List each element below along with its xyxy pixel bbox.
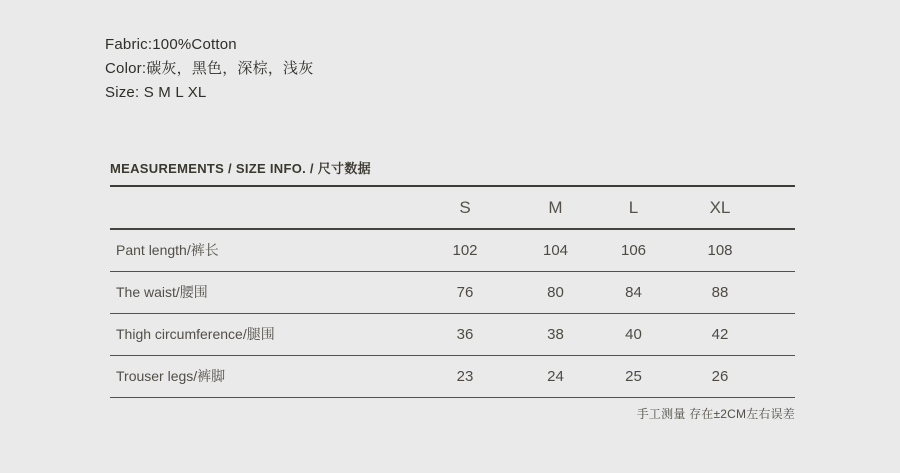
color-info: Color:碳灰，黑色，深棕，浅灰 [105,60,314,77]
size-chart-title: MEASUREMENTS / SIZE INFO. / 尺寸数据 [110,158,795,187]
cell-value: 108 [666,229,774,271]
cell-value: 106 [601,229,666,271]
row-label: Trouser legs/裤脚 [110,355,420,397]
header-empty-cell [110,187,420,229]
fabric-info: Fabric:100%Cotton [105,36,237,53]
table-row-trouser-legs [110,355,795,397]
size-col-header-xl: XL [666,187,774,229]
table-row-thigh [110,313,795,355]
filler-cell [774,355,795,397]
size-chart-section [110,158,795,422]
measurement-note: 手工测量 存在±2CM左右误差 [636,406,795,421]
cell-value: 102 [420,229,510,271]
cell-value: 104 [510,229,601,271]
size-info: Size: S M L XL [105,84,207,101]
cell-value: 76 [420,271,510,313]
filler-cell [774,229,795,271]
cell-value: 38 [510,313,601,355]
row-label: The waist/腰围 [110,271,420,313]
size-chart-header-row [110,187,795,229]
cell-value: 25 [601,355,666,397]
cell-value: 36 [420,313,510,355]
table-row-waist [110,271,795,313]
size-chart-table [110,187,795,398]
cell-value: 23 [420,355,510,397]
size-col-header-s: S [420,187,510,229]
filler-cell [774,271,795,313]
cell-value: 40 [601,313,666,355]
cell-value: 80 [510,271,601,313]
header-filler-cell [774,187,795,229]
product-info-block [105,33,313,105]
size-col-header-l: L [601,187,666,229]
size-col-header-m: M [510,187,601,229]
cell-value: 88 [666,271,774,313]
table-row-pant-length [110,229,795,271]
cell-value: 24 [510,355,601,397]
row-label: Pant length/裤长 [110,229,420,271]
filler-cell [774,313,795,355]
cell-value: 26 [666,355,774,397]
cell-value: 84 [601,271,666,313]
row-label: Thigh circumference/腿围 [110,313,420,355]
cell-value: 42 [666,313,774,355]
